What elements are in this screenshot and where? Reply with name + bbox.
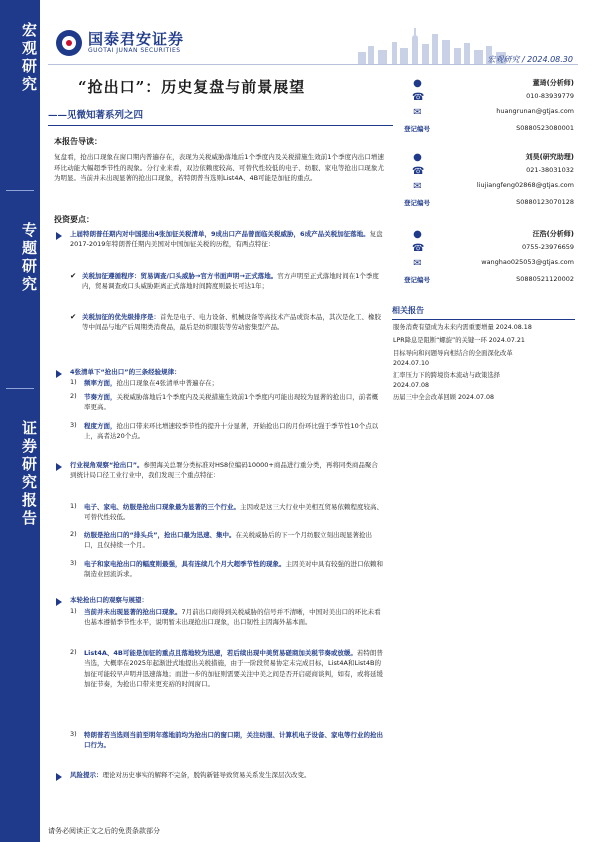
related-reports-heading: 相关报告 — [392, 305, 575, 320]
doc-meta: 宏观研究 / 2024.08.30 — [487, 55, 573, 64]
related-report-title[interactable]: 目标导向和问题导向相结合的全面深化改革 — [393, 350, 513, 357]
analyst-phone: 010-83939779 — [526, 92, 574, 100]
sidebar-divider — [6, 190, 34, 191]
point-3 — [70, 460, 384, 481]
item-lead: List4A、4B可能是加征的重点且落地较为迅速，若后续出现中美贸易磋商加关税节奏或放缓。 — [84, 649, 357, 657]
company-logo — [56, 28, 226, 64]
analyst-card — [404, 152, 574, 222]
related-report-date: 2024.07.21 — [488, 337, 525, 344]
analyst-email[interactable]: wanghao025053@gtjas.com — [481, 258, 574, 266]
item-lead: 节奏方面， — [84, 393, 117, 401]
risk-lead: 风险提示： — [70, 771, 103, 779]
analyst-name: 董琦(分析师) — [532, 79, 574, 87]
point-3-item-2 — [84, 530, 384, 551]
point-1-check-1 — [82, 271, 384, 292]
point-2-item-3 — [84, 421, 384, 442]
check-1-lead: 关税加征遵循程序：贸易调查/口头威胁→官方书面声明→正式落地。 — [82, 272, 278, 280]
analyst-card — [404, 229, 574, 299]
related-report-item[interactable] — [393, 336, 573, 346]
point-3-lead: 行业视角观察“抢出口”。 — [70, 461, 144, 469]
item-lead: 频率方面， — [84, 379, 117, 387]
check-1-text: 官方声明至正式落地时间在1个季度内，贸易调查或口头威胁距离正式落地时间跨度则最长可达1年； — [82, 272, 379, 291]
related-report-date: 2024.07.10 — [393, 359, 430, 367]
reg-label: 登记编号 — [404, 276, 430, 284]
email-icon: ✉ — [413, 181, 422, 192]
sidebar-label-special: 专题研究 — [20, 222, 38, 294]
related-report-item[interactable] — [393, 323, 573, 333]
related-report-item[interactable] — [393, 393, 573, 403]
analyst-reg-no: S0880523080001 — [516, 124, 574, 132]
item-lead: 程度方面， — [84, 422, 117, 430]
related-report-title[interactable]: 服务消费有望成为未来内需重要增量 — [393, 324, 494, 331]
analyst-name: 刘昊(研究助理) — [525, 153, 574, 161]
person-icon: ● — [413, 229, 422, 240]
point-3-item-3 — [84, 559, 384, 580]
related-report-date: 2024.07.08 — [393, 381, 430, 389]
reg-label: 登记编号 — [404, 125, 430, 133]
related-report-title[interactable]: 汇率压力下的跨境资本流动与政策选择 — [393, 372, 501, 379]
item-text: 抢出口带来环比增速较季节性的提升十分显著，开始抢出口的月份环比强于季节性10个点以上，高者达20个点。 — [84, 422, 379, 441]
related-report-date: 2024.07.08 — [457, 394, 495, 401]
company-name-cn: 国泰君安证券 — [88, 30, 185, 48]
point-1-text: 复盘2017-2019年特朗普任期内美国对中国加征关税的历程，有两点特征： — [70, 230, 383, 249]
point-4-item-3 — [84, 730, 384, 751]
point-3-text: 参照海关总署分类标准对HS8位编码10000+商品进行重分类，再将同类商品聚合到统计局口径工业行业中，我们发现三个重点特征： — [70, 461, 378, 480]
phone-icon: ☎ — [412, 92, 425, 103]
item-text: 主因美对中具有较强的进口依赖和制造业回流诉求。 — [84, 560, 383, 579]
related-report-item[interactable] — [393, 349, 573, 368]
analyst-reg-no: S0880123070128 — [516, 198, 574, 206]
point-2-item-1 — [84, 378, 384, 388]
analyst-card — [404, 78, 574, 148]
list-number: 3) — [70, 559, 77, 567]
related-report-item[interactable] — [393, 371, 573, 390]
risk-warning — [70, 770, 384, 780]
point-2 — [70, 367, 384, 377]
point-2-lead: 4张清单下“抢出口”的三条经验规律： — [70, 368, 181, 376]
company-name-en: GUOTAI JUNAN SECURITIES — [88, 47, 181, 54]
analyst-phone: 0755-23976659 — [522, 243, 574, 251]
sidebar — [0, 0, 40, 842]
check-icon: ✔ — [70, 271, 77, 280]
list-number: 2) — [70, 530, 77, 538]
item-text: 在关税威胁后的下一个月纺服立刻出现显著抢出口，且仅持续一个月。 — [84, 531, 373, 550]
item-text: 抢出口现象在4张清单中普遍存在； — [116, 379, 219, 387]
person-icon: ● — [413, 152, 422, 163]
sidebar-divider — [6, 388, 34, 389]
item-text: 关税威胁落地后1个季度内及关税措施生效前1个季度内可能出现较为显著的抢出口，前者概率更高。 — [84, 393, 379, 412]
point-1 — [70, 229, 384, 250]
risk-text: 理论对历史事实的解释不完备，脱钩新链导致贸易关系发生深层次改变。 — [102, 771, 311, 779]
bullet-triangle-icon — [56, 463, 62, 471]
email-icon: ✉ — [413, 107, 422, 118]
analyst-reg-no: S0880521120002 — [516, 275, 574, 283]
point-1-lead: 上届特朗普任期内对中国提出4张加征关税清单，9成出口产品曾面临关税威胁，6成产品关税加征落地。 — [70, 230, 370, 238]
list-number: 2) — [70, 648, 77, 656]
item-text: 7月前出口商得到关税威胁的信号并不清晰，中国对美出口的环比未看也基本遵循季节性水平，说明暂未出现抢出口现象，出口韧性主因海外基本面。 — [84, 608, 381, 627]
list-number: 1) — [70, 607, 77, 615]
footer-disclaimer: 请务必阅读正文之后的免责条款部分 — [48, 827, 160, 835]
item-text: 主因或是这三大行业中美相互贸易依赖程度较高、可替代性较低。 — [84, 503, 383, 522]
bullet-triangle-icon — [56, 773, 62, 781]
check-2-lead: 关税加征的优先级排序是： — [82, 313, 160, 321]
logo-mark-icon — [56, 30, 82, 56]
key-points-heading: 投资要点： — [54, 215, 94, 224]
list-number: 1) — [70, 378, 77, 386]
report-title: “抢出口”：历史复盘与前景展望 — [78, 78, 306, 96]
sidebar-label-macro: 宏观研究 — [20, 22, 38, 94]
report-subtitle: ——见微知著系列之四 — [48, 110, 144, 121]
item-lead: 纺服是抢出口的“排头兵”，抢出口最为迅速、集中。 — [84, 531, 236, 539]
list-number: 3) — [70, 421, 77, 429]
item-lead: 当前并未出现显著的抢出口现象。 — [84, 608, 182, 616]
sidebar-label-report: 证券研究报告 — [20, 420, 38, 528]
point-4 — [70, 595, 384, 605]
analyst-email[interactable]: huangrunan@gtjas.com — [496, 107, 574, 115]
analyst-email[interactable]: liujiangfeng02868@gtjas.com — [476, 181, 574, 189]
check-2-text: 首先是电子、电力设备、机械设备等高技术产品或资本品，其次是化工、橡胶等中间品与地产后周期类消费品，最后是纺织服装等劳动密集型产品。 — [82, 313, 381, 332]
item-lead: 特朗普若当选则当前至明年落地前均为抢出口的窗口期，关注纺服、计算机电子设备、家电等行业的抢出口行为。 — [84, 731, 383, 750]
reg-label: 登记编号 — [404, 199, 430, 207]
item-lead: 电子和家电抢出口的幅度则最强，具有连续几个月大超季节性的现象。 — [84, 560, 286, 568]
header-divider — [48, 64, 578, 65]
bullet-triangle-icon — [56, 370, 62, 378]
bullet-triangle-icon — [56, 232, 62, 240]
list-number: 1) — [70, 502, 77, 510]
related-report-title[interactable]: LPR降息是阻断“螺旋”的关键一环 — [393, 337, 487, 344]
point-4-lead: 本轮抢出口的观察与展望： — [70, 596, 148, 604]
check-icon: ✔ — [70, 312, 77, 321]
item-text: 若特朗普当选，大概率在2025年起渐进式地提出关税措施，由于一阶段贸易协定未完成目标，List4A和List4B的加征可能较早声明并迅速落地；而进一步的加征则需要关注中美之间是否开启磋商谈判，如有，或将延缓加征节奏，为抢出口带来更充裕的时间窗口。 — [84, 649, 383, 688]
analyst-phone: 021-38031032 — [526, 166, 574, 174]
related-report-date: 2024.08.18 — [495, 324, 532, 331]
title-divider — [48, 125, 393, 126]
list-number: 2) — [70, 392, 77, 400]
related-report-title[interactable]: 历届三中全会改革回顾 — [393, 394, 456, 401]
phone-icon: ☎ — [412, 243, 425, 254]
analyst-name: 汪浩(分析师) — [532, 230, 574, 238]
point-3-item-1 — [84, 502, 384, 523]
point-1-check-2 — [82, 312, 384, 333]
point-4-item-2 — [84, 648, 384, 689]
person-icon: ● — [413, 78, 422, 89]
item-lead: 电子、家电、纺服是抢出口现象最为显著的三个行业。 — [84, 503, 240, 511]
phone-icon: ☎ — [412, 166, 425, 177]
point-4-item-1 — [84, 607, 384, 628]
guide-heading: 本报告导读： — [54, 137, 102, 146]
list-number: 3) — [70, 730, 77, 738]
point-2-item-2 — [84, 392, 384, 413]
bullet-triangle-icon — [56, 598, 62, 606]
email-icon: ✉ — [413, 258, 422, 269]
guide-text: 复盘看，抢出口现象在窗口期内普遍存在，表现为关税威胁落地后1个季度内及关税措施生效前1个季度内出口增速环比动能大幅超季节性的现象。分行业来看，双边依赖度较高、可替代性较低的电子、纺服、家电等抢出口现象尤为明显。当前并未出现显著的抢出口现象，若特朗普当选则List4A、4B可能是加征的重点。 — [54, 153, 384, 182]
